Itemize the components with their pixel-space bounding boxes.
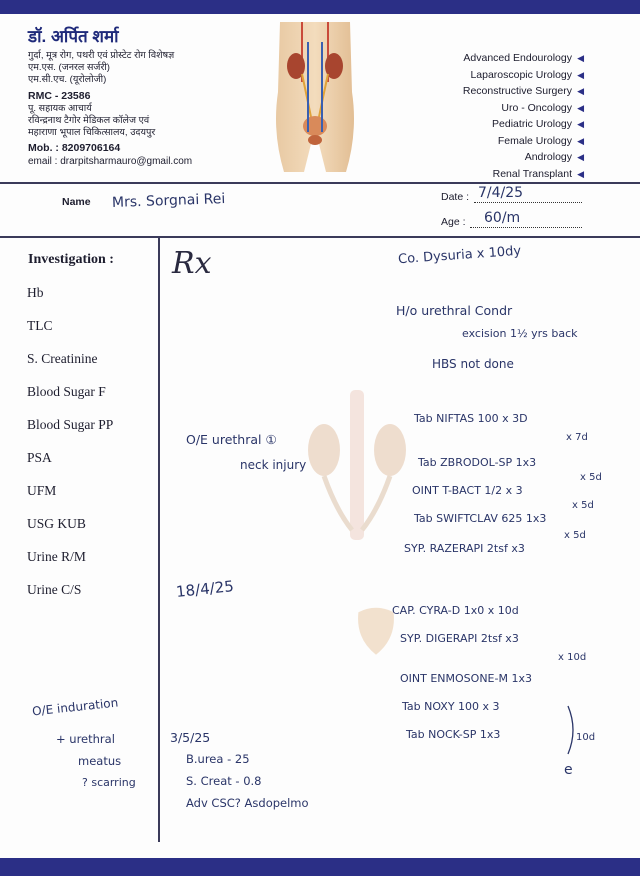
triangle-left-icon: ◀ xyxy=(577,86,584,96)
rx-bracket xyxy=(566,704,580,756)
investigation-item: Hb xyxy=(27,285,44,300)
doctor-info xyxy=(28,24,258,168)
triangle-left-icon: ◀ xyxy=(577,168,584,179)
doctor-mobile: Mob. : 8209706164 xyxy=(28,142,121,154)
speciality-item: Andrology ◀ xyxy=(384,149,584,166)
column-divider xyxy=(158,236,160,842)
rx-line-2-duration: x 5d xyxy=(580,472,602,483)
note-date-3: 3/5/25 xyxy=(170,730,211,745)
note-lab-3: Adv CSC? Asdopelmo xyxy=(186,796,309,810)
investigation-title: Investigation : xyxy=(28,252,114,267)
rx-line-3: OINT T-BACT 1/2 x 3 xyxy=(412,484,523,497)
doctor-email: email : drarpitsharmauro@gmail.com xyxy=(28,156,193,167)
note-lab-2: S. Creat - 0.8 xyxy=(186,774,262,788)
rx-line-7-duration: x 10d xyxy=(558,652,587,663)
patient-name: Mrs. Sorgnai Rei xyxy=(111,191,226,211)
rx-line-1-duration: x 7d xyxy=(566,432,588,443)
rx-line-1: Tab NIFTAS 100 x 3D xyxy=(414,412,528,425)
investigation-item: Blood Sugar F xyxy=(27,384,106,399)
speciality-item: Pediatric Urology ◀ xyxy=(384,116,584,133)
doctor-specialization: गुर्दा, मूत्र रोग, पथरी एवं प्रोस्टेट रोग विशेषज्ञ xyxy=(28,50,175,61)
doctor-name: डॉ. अर्पित शर्मा xyxy=(28,27,119,46)
rx-line-4: Tab SWIFTCLAV 625 1x3 xyxy=(414,512,547,525)
note-exam-3-3: meatus xyxy=(78,754,122,768)
date-label: Date : xyxy=(441,191,470,203)
rx-line-5: SYP. RAZERAPI 2tsf x3 xyxy=(404,542,525,555)
rx-scribble: e xyxy=(564,762,573,778)
rx-line-10: Tab NOCK-SP 1x3 xyxy=(406,728,501,741)
rx-line-3-duration: x 5d xyxy=(572,500,594,511)
rx-line-4-duration: x 5d xyxy=(564,530,586,541)
investigation-item: Urine R/M xyxy=(27,549,86,564)
footer-band xyxy=(0,858,640,876)
speciality-item: Uro - Oncology ◀ xyxy=(384,100,584,117)
age-line xyxy=(470,227,582,228)
triangle-left-icon: ◀ xyxy=(577,135,584,146)
note-exam-1: O/E urethral ① xyxy=(186,432,277,447)
note-complaint: Co. Dysuria x 10dy xyxy=(397,243,522,268)
speciality-item: Advanced Endourology ◀ xyxy=(384,50,584,67)
investigation-item: Urine C/S xyxy=(27,582,82,597)
triangle-left-icon: ◀ xyxy=(577,69,584,80)
speciality-item: Renal Transplant ◀ xyxy=(384,166,584,183)
doctor-college-1: रविन्द्रनाथ टैगोर मेडिकल कॉलेज एवं xyxy=(28,115,150,126)
header-divider xyxy=(0,182,640,184)
date-value: 7/4/25 xyxy=(478,185,524,201)
rx-symbol: Rx xyxy=(172,246,212,281)
doctor-post: पू. सहायक आचार्य xyxy=(28,103,92,114)
note-history-1: H/o urethral Condr xyxy=(396,303,513,318)
doctor-degree-1: एम.एस. (जनरल सर्जरी) xyxy=(28,62,110,73)
name-label: Name xyxy=(62,196,91,208)
rx-line-2: Tab ZBRODOL-SP 1x3 xyxy=(418,456,537,469)
doctor-degree-2: एम.सी.एच. (यूरोलोजी) xyxy=(28,74,107,85)
investigation-item: S. Creatinine xyxy=(27,351,98,366)
rx-line-9: Tab NOXY 100 x 3 xyxy=(402,700,500,713)
note-exam-2: neck injury xyxy=(240,458,307,472)
note-lab-1: B.urea - 25 xyxy=(186,752,250,766)
specialities-list xyxy=(384,50,584,182)
triangle-left-icon: ◀ xyxy=(577,102,584,113)
date-line xyxy=(474,202,582,203)
speciality-item: Female Urology ◀ xyxy=(384,133,584,150)
note-history-2: excision 1½ yrs back xyxy=(462,327,578,340)
note-history-3: HBS not done xyxy=(432,357,514,371)
patient-divider xyxy=(0,236,640,238)
rx-line-7: SYP. DIGERAPI 2tsf x3 xyxy=(400,632,519,645)
age-label: Age : xyxy=(441,216,466,228)
triangle-left-icon: ◀ xyxy=(577,152,584,162)
doctor-college-2: महाराणा भूपाल चिकित्सालय, उदयपुर xyxy=(28,127,156,138)
note-exam-3-4: ? scarring xyxy=(82,776,136,789)
urinary-anatomy-illustration xyxy=(262,22,368,172)
speciality-item: Laparoscopic Urology ◀ xyxy=(384,67,584,84)
investigation-item: Blood Sugar PP xyxy=(27,417,114,432)
rx-line-10-duration: 10d xyxy=(576,732,596,743)
investigation-item: USG KUB xyxy=(27,516,86,531)
investigation-item: UFM xyxy=(27,483,57,498)
triangle-left-icon: ◀ xyxy=(577,53,584,63)
doctor-rmc: RMC - 23586 xyxy=(28,90,91,102)
speciality-item: Reconstructive Surgery ◀ xyxy=(384,83,584,100)
triangle-left-icon: ◀ xyxy=(577,119,584,129)
rx-line-6: CAP. CYRA-D 1x0 x 10d xyxy=(392,604,519,617)
investigation-item: PSA xyxy=(27,450,52,465)
note-date-2: 18/4/25 xyxy=(175,577,235,601)
rx-line-8: OINT ENMOSONE-M 1x3 xyxy=(400,672,532,685)
kidney-watermark-icon xyxy=(306,390,406,550)
note-exam-3-1: O/E induration xyxy=(31,695,119,719)
note-exam-3-2: + urethral xyxy=(56,732,115,746)
age-value: 60/m xyxy=(484,210,521,226)
investigation-item: TLC xyxy=(27,318,53,333)
header-top-band xyxy=(0,0,640,14)
